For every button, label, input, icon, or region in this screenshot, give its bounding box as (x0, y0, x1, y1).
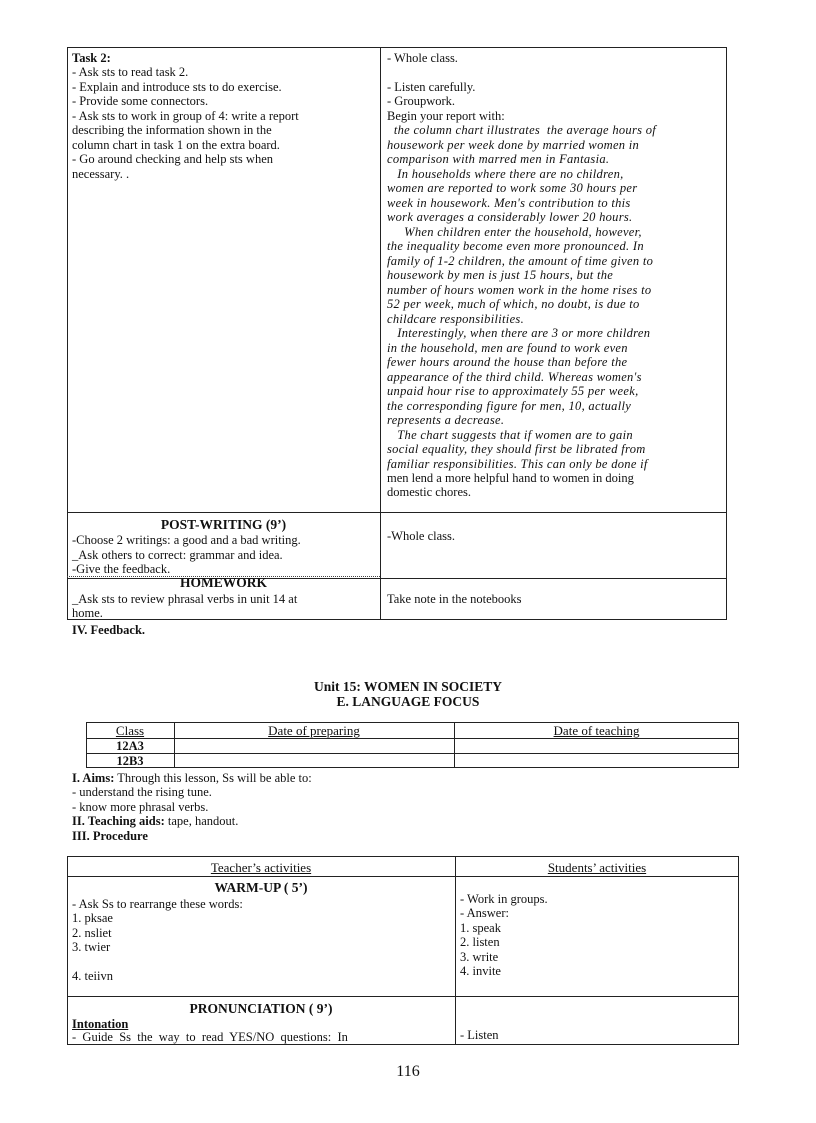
warmup-teacher-line: 3. twier (72, 940, 111, 954)
warmup-student-line: - Answer: (460, 906, 509, 920)
report-line: women are reported to work some 30 hours per (387, 181, 638, 195)
class-row-sep (86, 753, 739, 754)
aims-text: Through this lesson, Ss will be able to: (114, 771, 312, 785)
report-line: appearance of the third child. Whereas women's (387, 369, 642, 384)
aims-item: - know more phrasal verbs. (72, 800, 209, 814)
report-line: fewer hours around the house than before the (387, 355, 628, 369)
report-line: 52 per week, much of which, no doubt, is due to (387, 297, 640, 311)
report-line: comparison with marred men in Fantasia. (387, 152, 610, 166)
pronunciation-teacher-line: - Guide Ss the way to read YES/NO questions: In (72, 1030, 348, 1044)
report-line: work averages a considerably lower 20 hours. (387, 210, 633, 224)
warmup-heading: WARM-UP ( 5’) (214, 880, 308, 895)
task2-step: column chart in task 1 on the extra board. (72, 138, 280, 152)
warmup-teacher-line: - Ask Ss to rearrange these words: (72, 897, 243, 911)
report-line: In households where there are no children, (387, 166, 624, 181)
homework-step: home. (72, 606, 103, 620)
warmup-student-line: 4. invite (460, 964, 501, 978)
unit-title: Unit 15: WOMEN IN SOCIETY (313, 679, 503, 694)
report-line: housework by men is just 15 hours, but the (387, 268, 614, 282)
homework-heading: HOMEWORK (180, 575, 267, 590)
homework-step: _Ask sts to review phrasal verbs in unit 14 at (72, 592, 298, 606)
date-teaching-header: Date of teaching (553, 723, 640, 738)
page-number: 116 (396, 1063, 420, 1080)
report-line: week in housework. Men's contribution to this (387, 195, 631, 210)
task2-step: - Ask sts to read task 2. (72, 65, 189, 79)
report-line: the inequality become even more pronounced. In (387, 239, 644, 253)
intonation-subheading: Intonation (72, 1017, 129, 1031)
task2-step: - Ask sts to work in group of 4: write a report (72, 109, 299, 123)
homework-student: Take note in the notebooks (387, 592, 522, 606)
report-line: familiar responsibilities. This can only be done if (387, 456, 648, 471)
date-preparing-header: Date of preparing (268, 723, 360, 738)
pronunciation-heading: PRONUNCIATION ( 9’) (189, 1001, 333, 1016)
post-writing-step: -Choose 2 writings: a good and a bad writing. (72, 533, 301, 547)
teacher-activities-header: Teacher’s activities (210, 860, 312, 875)
report-line: social equality, they should first be librated from (387, 442, 646, 456)
procedure-col-sep (455, 856, 456, 1045)
top-table-row-sep-1 (67, 512, 727, 513)
report-line: men lend a more helpful hand to women in doing (387, 471, 634, 485)
warmup-teacher-line: 1. pksae (72, 911, 113, 925)
report-line: Interestingly, when there are 3 or more children (387, 326, 651, 340)
warmup-student-line: - Work in groups. (460, 892, 548, 906)
report-line: family of 1-2 children, the amount of time given to (387, 253, 654, 268)
task2-step: - Go around checking and help sts when (72, 152, 273, 166)
aims-line (72, 771, 312, 786)
warmup-student-line: 3. write (460, 950, 499, 964)
report-line: When children enter the household, however, (387, 224, 642, 239)
report-line: The chart suggests that if women are to gain (387, 427, 633, 442)
class-header: Class (115, 723, 145, 738)
task2-step: describing the information shown in the (72, 123, 272, 137)
warmup-student-line: 2. listen (460, 935, 500, 949)
post-writing-step: _Ask others to correct: grammar and idea. (72, 548, 283, 562)
report-line: number of hours women work in the home rises to (387, 282, 652, 297)
report-line: represents a decrease. (387, 413, 505, 427)
class-cell: 12B3 (116, 754, 144, 768)
task2-step: - Explain and introduce sts to do exercise. (72, 80, 282, 94)
teaching-aids-text: tape, handout. (164, 814, 239, 828)
post-writing-heading: POST-WRITING (9’) (160, 517, 287, 532)
report-line: housework per week done by married women in (387, 137, 640, 152)
student-activity: - Whole class. (387, 51, 458, 65)
post-writing-student: -Whole class. (387, 529, 456, 543)
report-line: unpaid hour rise to approximately 55 per week, (387, 384, 639, 398)
report-line: childcare responsibilities. (387, 311, 525, 326)
warmup-teacher-line: 2. nsliet (72, 926, 112, 940)
report-line: the corresponding figure for men, 10, actually (387, 398, 632, 413)
task2-step: - Provide some connectors. (72, 94, 209, 108)
teaching-aids-label: II. Teaching aids: (72, 814, 165, 828)
student-activity: Begin your report with: (387, 109, 505, 123)
top-table-divider (380, 47, 381, 620)
aims-label: I. Aims: (72, 771, 115, 785)
lesson-title: E. LANGUAGE FOCUS (336, 694, 480, 709)
aims-item: - understand the rising tune. (72, 785, 212, 799)
class-cell: 12A3 (116, 739, 144, 753)
warmup-teacher-line: 4. teiivn (72, 969, 113, 983)
pronunciation-student-line: - Listen (460, 1028, 499, 1042)
post-writing-step: -Give the feedback. (72, 562, 171, 576)
feedback-heading: IV. Feedback. (72, 623, 146, 637)
procedure-row-sep (67, 996, 739, 997)
student-activity: - Groupwork. (387, 94, 456, 108)
procedure-heading: III. Procedure (72, 829, 148, 843)
warmup-student-line: 1. speak (460, 921, 501, 935)
student-activity: - Listen carefully. (387, 80, 476, 94)
report-line: the column chart illustrates the average hours of (387, 123, 657, 137)
procedure-row-sep (67, 876, 739, 877)
task2-step: necessary. . (72, 167, 130, 181)
report-line: in the household, men are found to work even (387, 340, 628, 355)
students-activities-header: Students’ activities (547, 860, 647, 875)
teaching-aids-line (72, 814, 238, 829)
report-line: domestic chores. (387, 485, 472, 499)
task2-heading: Task 2: (72, 51, 111, 65)
